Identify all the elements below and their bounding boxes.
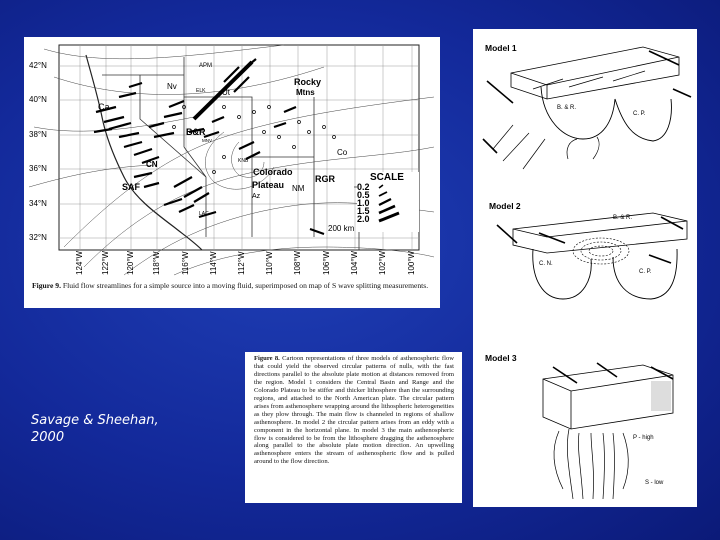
figure9-map-panel — [24, 37, 440, 308]
region-label-rocky: Rocky — [294, 77, 322, 87]
lat-label: 36°N — [29, 164, 47, 173]
lon-label: 120°W — [126, 250, 135, 275]
scale-title: SCALE — [370, 172, 404, 183]
scale-value: 1.5 — [357, 206, 370, 216]
region-label-colorado: Colorado — [253, 167, 293, 177]
model3-phigh-label: P - high — [633, 435, 654, 441]
model1-title: Model 1 — [485, 43, 517, 53]
scale-value: 0.2 — [357, 182, 370, 192]
lat-label: 38°N — [29, 130, 47, 139]
author-credit — [31, 412, 159, 446]
region-label-plateau: Plateau — [252, 180, 285, 190]
model2-title: Model 2 — [489, 201, 521, 211]
lon-label: 102°W — [378, 250, 387, 275]
model1-diagram — [483, 43, 691, 169]
lon-label: 122°W — [101, 250, 110, 275]
region-label-saf: SAF — [122, 182, 140, 192]
region-label-ut: Ut — [222, 88, 230, 97]
lon-label: 114°W — [209, 251, 218, 275]
region-label-elk: ELK — [196, 88, 206, 94]
model1-br-label: B. & R. — [557, 105, 577, 111]
region-label-mtns: Mtns — [296, 88, 315, 97]
lon-label: 118°W — [152, 251, 161, 275]
model2-cn-label: C. N. — [539, 261, 553, 267]
scale-distance: 200 km — [328, 224, 355, 233]
models-panel — [473, 29, 697, 507]
lat-label: 34°N — [29, 199, 47, 208]
region-label-nv: Nv — [167, 82, 177, 91]
region-label-rgr: RGR — [315, 174, 335, 184]
region-label-ca: Ca — [98, 102, 110, 112]
splitting-bars — [94, 59, 296, 217]
model2-diagram — [489, 201, 687, 299]
region-label-az: Az — [252, 193, 261, 200]
models-diagram — [473, 29, 697, 507]
lon-label: 112°W — [237, 251, 246, 275]
lon-label: 100°W — [407, 250, 416, 275]
lon-label: 124°W — [75, 250, 84, 275]
region-label-knb: KNB — [238, 158, 249, 164]
lon-label: 116°W — [181, 251, 190, 275]
lat-label: 32°N — [29, 233, 47, 242]
model3-diagram — [485, 353, 673, 499]
model2-cp-label: C. P. — [639, 269, 652, 275]
region-label-mnv: MNV — [202, 138, 212, 143]
scale-value: 2.0 — [357, 214, 370, 224]
credit-line2: 2000 — [31, 430, 65, 445]
model1-cp-label: C. P. — [633, 111, 646, 117]
region-label-co: Co — [337, 148, 348, 157]
model3-slow-label: S - low — [645, 480, 664, 486]
lon-label: 106°W — [322, 250, 331, 275]
lat-label: 40°N — [29, 95, 47, 104]
lat-label: 42°N — [29, 61, 47, 70]
region-label-apm: APM — [199, 63, 213, 69]
scale-value: 0.5 — [357, 190, 370, 200]
lon-label: 104°W — [350, 250, 359, 275]
model2-br-label: B. & R. — [613, 215, 633, 221]
region-label-cn: CN — [146, 160, 158, 169]
figure8-caption-text: Cartoon representations of three models of asthenospheric flow that could yield the observed circular patterns of nulls, with the fast directions parallel to the absolute plate motion at distances removed from the region. Model 1 considers the Central Basin and Range and the Colorado Plateau to be stiffer and thicker lithosphere than the surrounding regions, and attached to the North American plate. The circular pattern arises from asthenosphere wrapping around the lithospheric heterogeneities as they plow through. The main flow is channeled in regions of shallow asthenosphere. In model 2 the circular pattern arises from an eddy with a component in the horizontal plane. In model 3 the main asthenospheric flow is considered to be from the lithosphere dragging the asthenosphere along parallel to the absolute plate motion direction. An upwelling asthenosphere enters the stream of asthenospheric flow and is pulled around to the flow direction. — [254, 355, 454, 466]
model3-title: Model 3 — [485, 353, 517, 363]
figure8-caption — [254, 355, 454, 466]
region-label-br: B&R — [186, 127, 206, 137]
figure9-caption-text: Fluid flow streamlines for a simple source into a moving fluid, superimposed on map of S wave splitting measurements. — [60, 281, 429, 290]
region-label-nm: NM — [292, 184, 305, 193]
figure8-caption-panel — [245, 352, 462, 503]
figure9-label: Figure 9. — [32, 281, 61, 290]
scale-value: 1.0 — [357, 198, 370, 208]
lon-label: 108°W — [293, 250, 302, 275]
region-label-lac: LAC — [199, 211, 209, 217]
wave-splitting-map — [24, 37, 440, 277]
figure8-label: Figure 8. — [254, 355, 280, 362]
lon-label: 110°W — [265, 251, 274, 275]
credit-line1: Savage & Sheehan, — [31, 413, 159, 428]
longitude-labels — [75, 250, 416, 275]
figure9-caption — [32, 281, 432, 290]
latitude-labels — [29, 61, 47, 242]
